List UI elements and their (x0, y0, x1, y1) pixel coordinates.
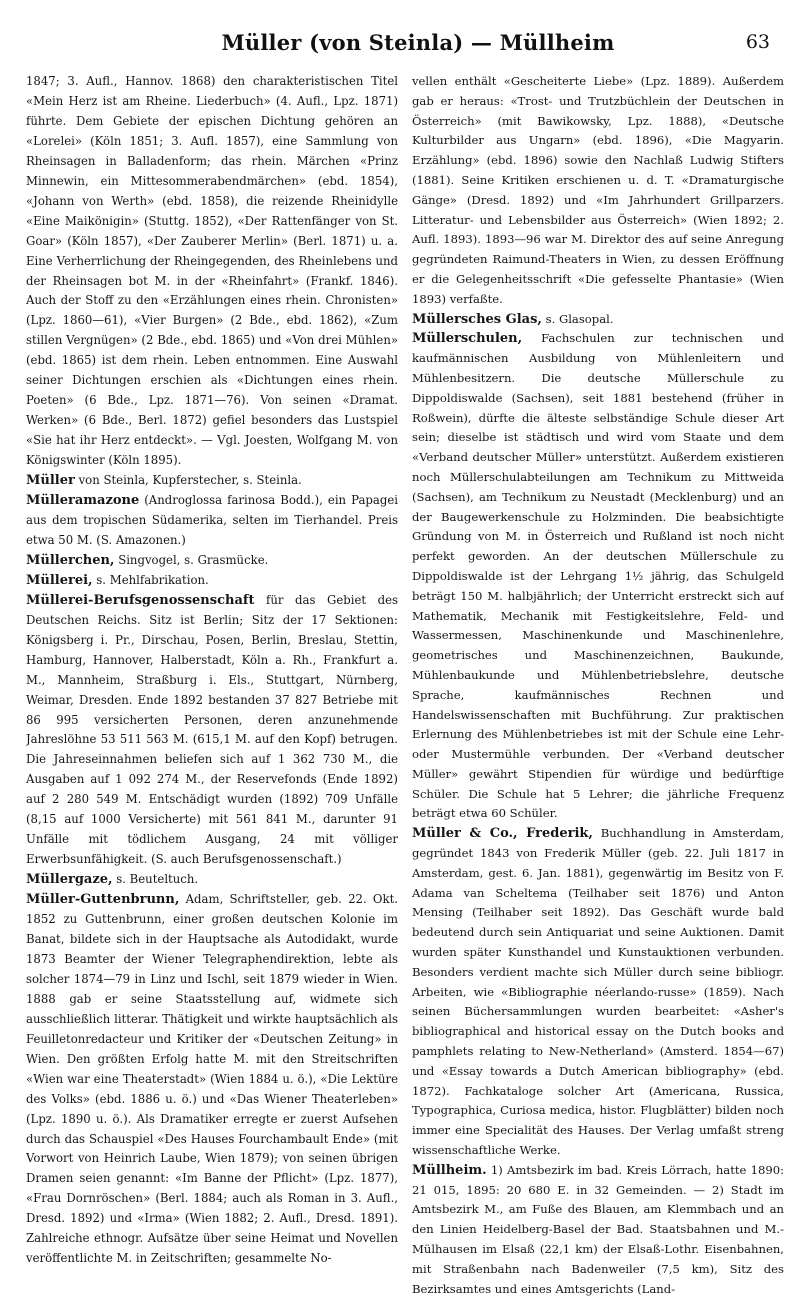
entry-text: für das Gebiet des Deutschen Reichs. Sitz ist Berlin; Sitz der 17 Sektionen: Königsberg i. Pr., Dirschau, Posen, Berlin, Breslau, Stettin, Hamburg, Hannover, Halberstadt, Köln a. Rh., Frankfurt a. M., Mannheim, Straßburg i. Els., Stuttgart, Nürnberg, Weimar, Dresden. Ende 1892 bestanden 37 827 Betriebe mit 86 995 versicherten Personen, deren anzunehmende Jahreslöhne 53 511 563 M. (615,1 M. auf den Kopf) betrugen. Die Jahreseinnahmen beliefen sich auf 1 362 730 M., die Ausgaben auf 1 092 274 M., der Reservefonds (Ende 1892) auf 2 280 549 M. Entschädigt wurden (1892) 709 Unfälle (8,15 auf 1000 Versicherte) mit 561 841 M., darunter 91 Unfälle mit tödlichem Ausgang, 24 mit völliger Erwerbsunfähigkeit. (S. auch Berufsgenossenschaft.) (26, 592, 398, 867)
entry-mueller-co-frederik (412, 824, 784, 1161)
entry-text: 1) Amtsbezirk im bad. Kreis Lörrach, hatte 1890: 21 015, 1895: 20 680 E. in 32 Gemeinden. — 2) Stadt im Amtsbezirk M., am Fuße des Blauen, am Klemmbach und an den Linien Heidelberg-Basel der Bad. Staatsbahnen und M.-Mülhausen im Elsaß (22,1 km) der Elsaß-Lothr. Eisenbahnen, mit Straßenbahn nach Badenweiler (7,5 km), Sitz des Bezirksamtes und eines Amtsgerichts (Land- (412, 1162, 784, 1296)
entry-continuation (26, 72, 398, 471)
entry-text: Fachschulen zur technischen und kaufmännischen Ausbildung von Mühlenleitern und Mühlenbesitzern. Die deutsche Müllerschule zu Dippoldiswalde (Sachsen), seit 1881 bestehend (früher in Roßwein), dürfte die älteste selbständige Schule dieser Art sein; dieselbe ist städtisch und wird vom Staate und dem «Verband deutscher Müller» unterstützt. Außerdem existieren noch Müllerschulabteilungen am Technikum zu Mittweida (Sachsen), am Technikum zu Neustadt (Mecklenburg) und an der Baugewerkenschule zu Holzminden. Die beabsichtigte Gründung von M. in Österreich und Rußland ist noch nicht perfekt geworden. An der deutschen Müllerschule zu Dippoldiswalde ist der Lehrgang 1½ jährig, das Schulgeld beträgt 150 M. halbjährlich; der Unterricht erstreckt sich auf Mathematik, Mechanik mit Festigkeitslehre, Feld- und Wassermessen, Maschinenkunde und Maschinenlehre, geometrisches und Maschinenzeichnen, Baukunde, Mühlenbaukunde und Mühlenbetriebslehre, deutsche Sprache, kaufmännisches Rechnen und Handelswissenschaften mit Buchführung. Zur praktischen Erlernung des Mühlenbetriebes ist mit der Schule eine Lehr- oder Mustermühle verbunden. Der «Verband deutscher Müller» gewährt Stipendien für würdige und bedürftige Schüler. Die Schule hat 5 Lehrer; die jährliche Frequenz beträgt etwa 60 Schüler. (412, 331, 784, 821)
left-column (26, 72, 398, 1298)
entry-headword: Müller-Guttenbrunn, (26, 892, 180, 908)
entry-text: Adam, Schriftsteller, geb. 22. Okt. 1852 zu Guttenbrunn, einer großen deutschen Kolonie im Banat, bildete sich in der Hauptsache als Autodidakt, wurde 1873 Beamter der Wiener Telegraphendirektion, lebte als solcher 1874—79 in Linz und Ischl, seit 1879 wieder in Wien. 1888 gab er seine Staatsstellung auf, widmete sich ausschließlich litterar. Thätigkeit und wirkte hauptsächlich als Feuilletonredacteur und Kritiker der «Deutschen Zeitung» in Wien. Den größten Erfolg hatte M. mit den Streitschriften «Wien war eine Theaterstadt» (Wien 1884 u. ö.), «Die Lektüre des Volks» (ebd. 1886 u. ö.) und «Das Wiener Theaterleben» (Lpz. 1890 u. ö.). Als Dramatiker erregte er zuerst Aufsehen durch das Schauspiel «Des Hauses Fourchambault Ende» (mit Vorwort von Heinrich Laube, Wien 1879); von seinen übrigen Dramen seien genannt: «Im Banne der Pflicht» (Lpz. 1877), «Frau Dornröschen» (Berl. 1884; auch als Roman in 3. Aufl., Dresd. 1892) und «Irma» (Wien 1882; 2. Aufl., Dresd. 1891). Zahlreiche ethnogr. Aufsätze über seine Heimat und Novellen veröffentlichte M. in Zeitschriften; gesammelte No- (26, 892, 398, 1266)
entry-headword: Müller & Co., Frederik, (412, 826, 593, 842)
entry-headword: Müllheim. (412, 1162, 487, 1178)
entry-muellersches-glas (412, 310, 784, 330)
entry-headword: Müllerei-Berufsgenossenschaft (26, 592, 255, 608)
right-column (412, 72, 784, 1298)
page-number: 63 (745, 31, 770, 53)
entry-muellerei (26, 571, 398, 591)
entry-headword: Müllerchen, (26, 552, 115, 568)
entry-text: s. Beuteltuch. (116, 872, 199, 887)
entry-muellerchen (26, 551, 398, 571)
entry-headword: Müllerschulen, (412, 331, 523, 347)
running-title: Müller (von Steinla) — Müllheim (221, 30, 615, 55)
entry-headword: Müller (26, 473, 75, 489)
entry-headword: Müllersches Glas, (412, 311, 542, 327)
entry-muellerschulen (412, 329, 784, 824)
entry-text: 1847; 3. Aufl., Hannov. 1868) den charakteristischen Titel «Mein Herz ist am Rheine. Liederbuch» (4. Aufl., Lpz. 1871) führte. Dem Gebiete der epischen Dichtung gehören an «Lorelei» (Köln 1851; 3. Aufl. 1857), eine Sammlung von Rheinsagen in Balladenform; das rhein. Märchen «Prinz Minnewin, ein Mittesommerabendmärchen» (ebd. 1854), «Johann von Werth» (ebd. 1858), die reizende Rheinidylle «Eine Maikönigin» (Stuttg. 1852), «Der Rattenfänger von St. Goar» (Köln 1857), «Der Zauberer Merlin» (Berl. 1871) u. a. Eine Verherrlichung der Rheingegenden, des Rheinlebens und der Rheinsagen bot M. in der «Rheinfahrt» (Frankf. 1846). Auch der Stoff zu den «Erzählungen eines rhein. Chronisten» (Lpz. 1860—61), «Vier Burgen» (2 Bde., ebd. 1862), «Zum stillen Vergnügen» (2 Bde., ebd. 1865) und «Von drei Mühlen» (ebd. 1865) ist dem rhein. Leben entnommen. Eine Auswahl seiner Dichtungen erschien als «Dichtungen eines rhein. Poeten» (6 Bde., Lpz. 1871—76). Von seinen «Dramat. Werken» (6 Bde., Berl. 1872) gefiel besonders das Lustspiel «Sie hat ihr Herz entdeckt». — Vgl. Joesten, Wolfgang M. von Königswinter (Köln 1895). (26, 74, 398, 468)
entry-text: Buchhandlung in Amsterdam, gegründet 1843 von Frederik Müller (geb. 22. Juli 1817 in Amsterdam, gest. 6. Jan. 1881), gegenwärtig im Besitz von F. Adama van Scheltema (Teilhaber seit 1876) und Anton Mensing (Teilhaber seit 1892). Das Geschäft wurde bald bedeutend durch sein Antiquariat und seine Auktionen. Damit wurden später Kunsthandel und Kunstauktionen verbunden. Besonders verdient machte sich Müller durch seine bibliogr. Arbeiten, wie «Bibliographie néerlando-russe» (1859). Nach seinen Büchersammlungen wurden bearbeitet: «Asher's bibliographical and historical essay on the Dutch books and pamphlets relating to New-Netherland» (Amsterd. 1854—67) und «Essay towards a Dutch American bibliography» (ebd. 1872). Fachkataloge solcher Art (Americana, Russica, Typographica, Curiosa medica, histor. Flugblätter) bilden noch immer eine Specialität des Hauses. Der Verlag umfaßt streng wissenschaftliche Werke. (412, 826, 784, 1158)
entry-text: s. Glasopal. (545, 311, 614, 326)
entry-muellheim (412, 1161, 784, 1298)
entry-headword: Müllergaze, (26, 872, 113, 888)
entry-headword: Müllerei, (26, 572, 93, 588)
entry-muelleramazone (26, 491, 398, 551)
entry-muellergaze (26, 870, 398, 890)
entry-text: (Androglossa farinosa Bodd.), ein Papagei aus dem tropischen Südamerika, selten im Tierhandel. Preis etwa 50 M. (S. Amazonen.) (26, 493, 398, 547)
entry-muellerei-berufsgenossenschaft (26, 591, 398, 870)
entry-text: von Steinla, Kupferstecher, s. Steinla. (78, 473, 302, 488)
entry-mueller-guttenbrunn (26, 890, 398, 1269)
entry-text: Singvogel, s. Grasmücke. (118, 552, 269, 567)
entry-continuation (412, 72, 784, 310)
entry-mueller-von-steinla (26, 471, 398, 491)
entry-text: vellen enthält «Gescheiterte Liebe» (Lpz. 1889). Außerdem gab er heraus: «Trost- und Trutzbüchlein der Deutschen in Österreich» (mit Bawikowsky, Lpz. 1888), «Deutsche Kulturbilder aus Ungarn» (ebd. 1896), «Die Magyarin. Erzählung» (ebd. 1896) sowie den Nachlaß Ludwig Stifters (1881). Seine Kritiken erschienen u. d. T. «Dramaturgische Gänge» (Dresd. 1892) und «Im Jahrhundert Grillparzers. Litteratur- und Lebensbilder aus Österreich» (Wien 1892; 2. Aufl. 1893). 1893—96 war M. Direktor des auf seine Anregung gegründeten Raimund-Theaters in Wien, zu dessen Eröffnung er die Gelegenheitsschrift «Die gefesselte Phantasie» (Wien 1893) verfaßte. (412, 74, 784, 306)
running-head (60, 30, 776, 64)
entry-text: s. Mehlfabrikation. (96, 572, 209, 587)
entry-headword: Mülleramazone (26, 493, 140, 509)
